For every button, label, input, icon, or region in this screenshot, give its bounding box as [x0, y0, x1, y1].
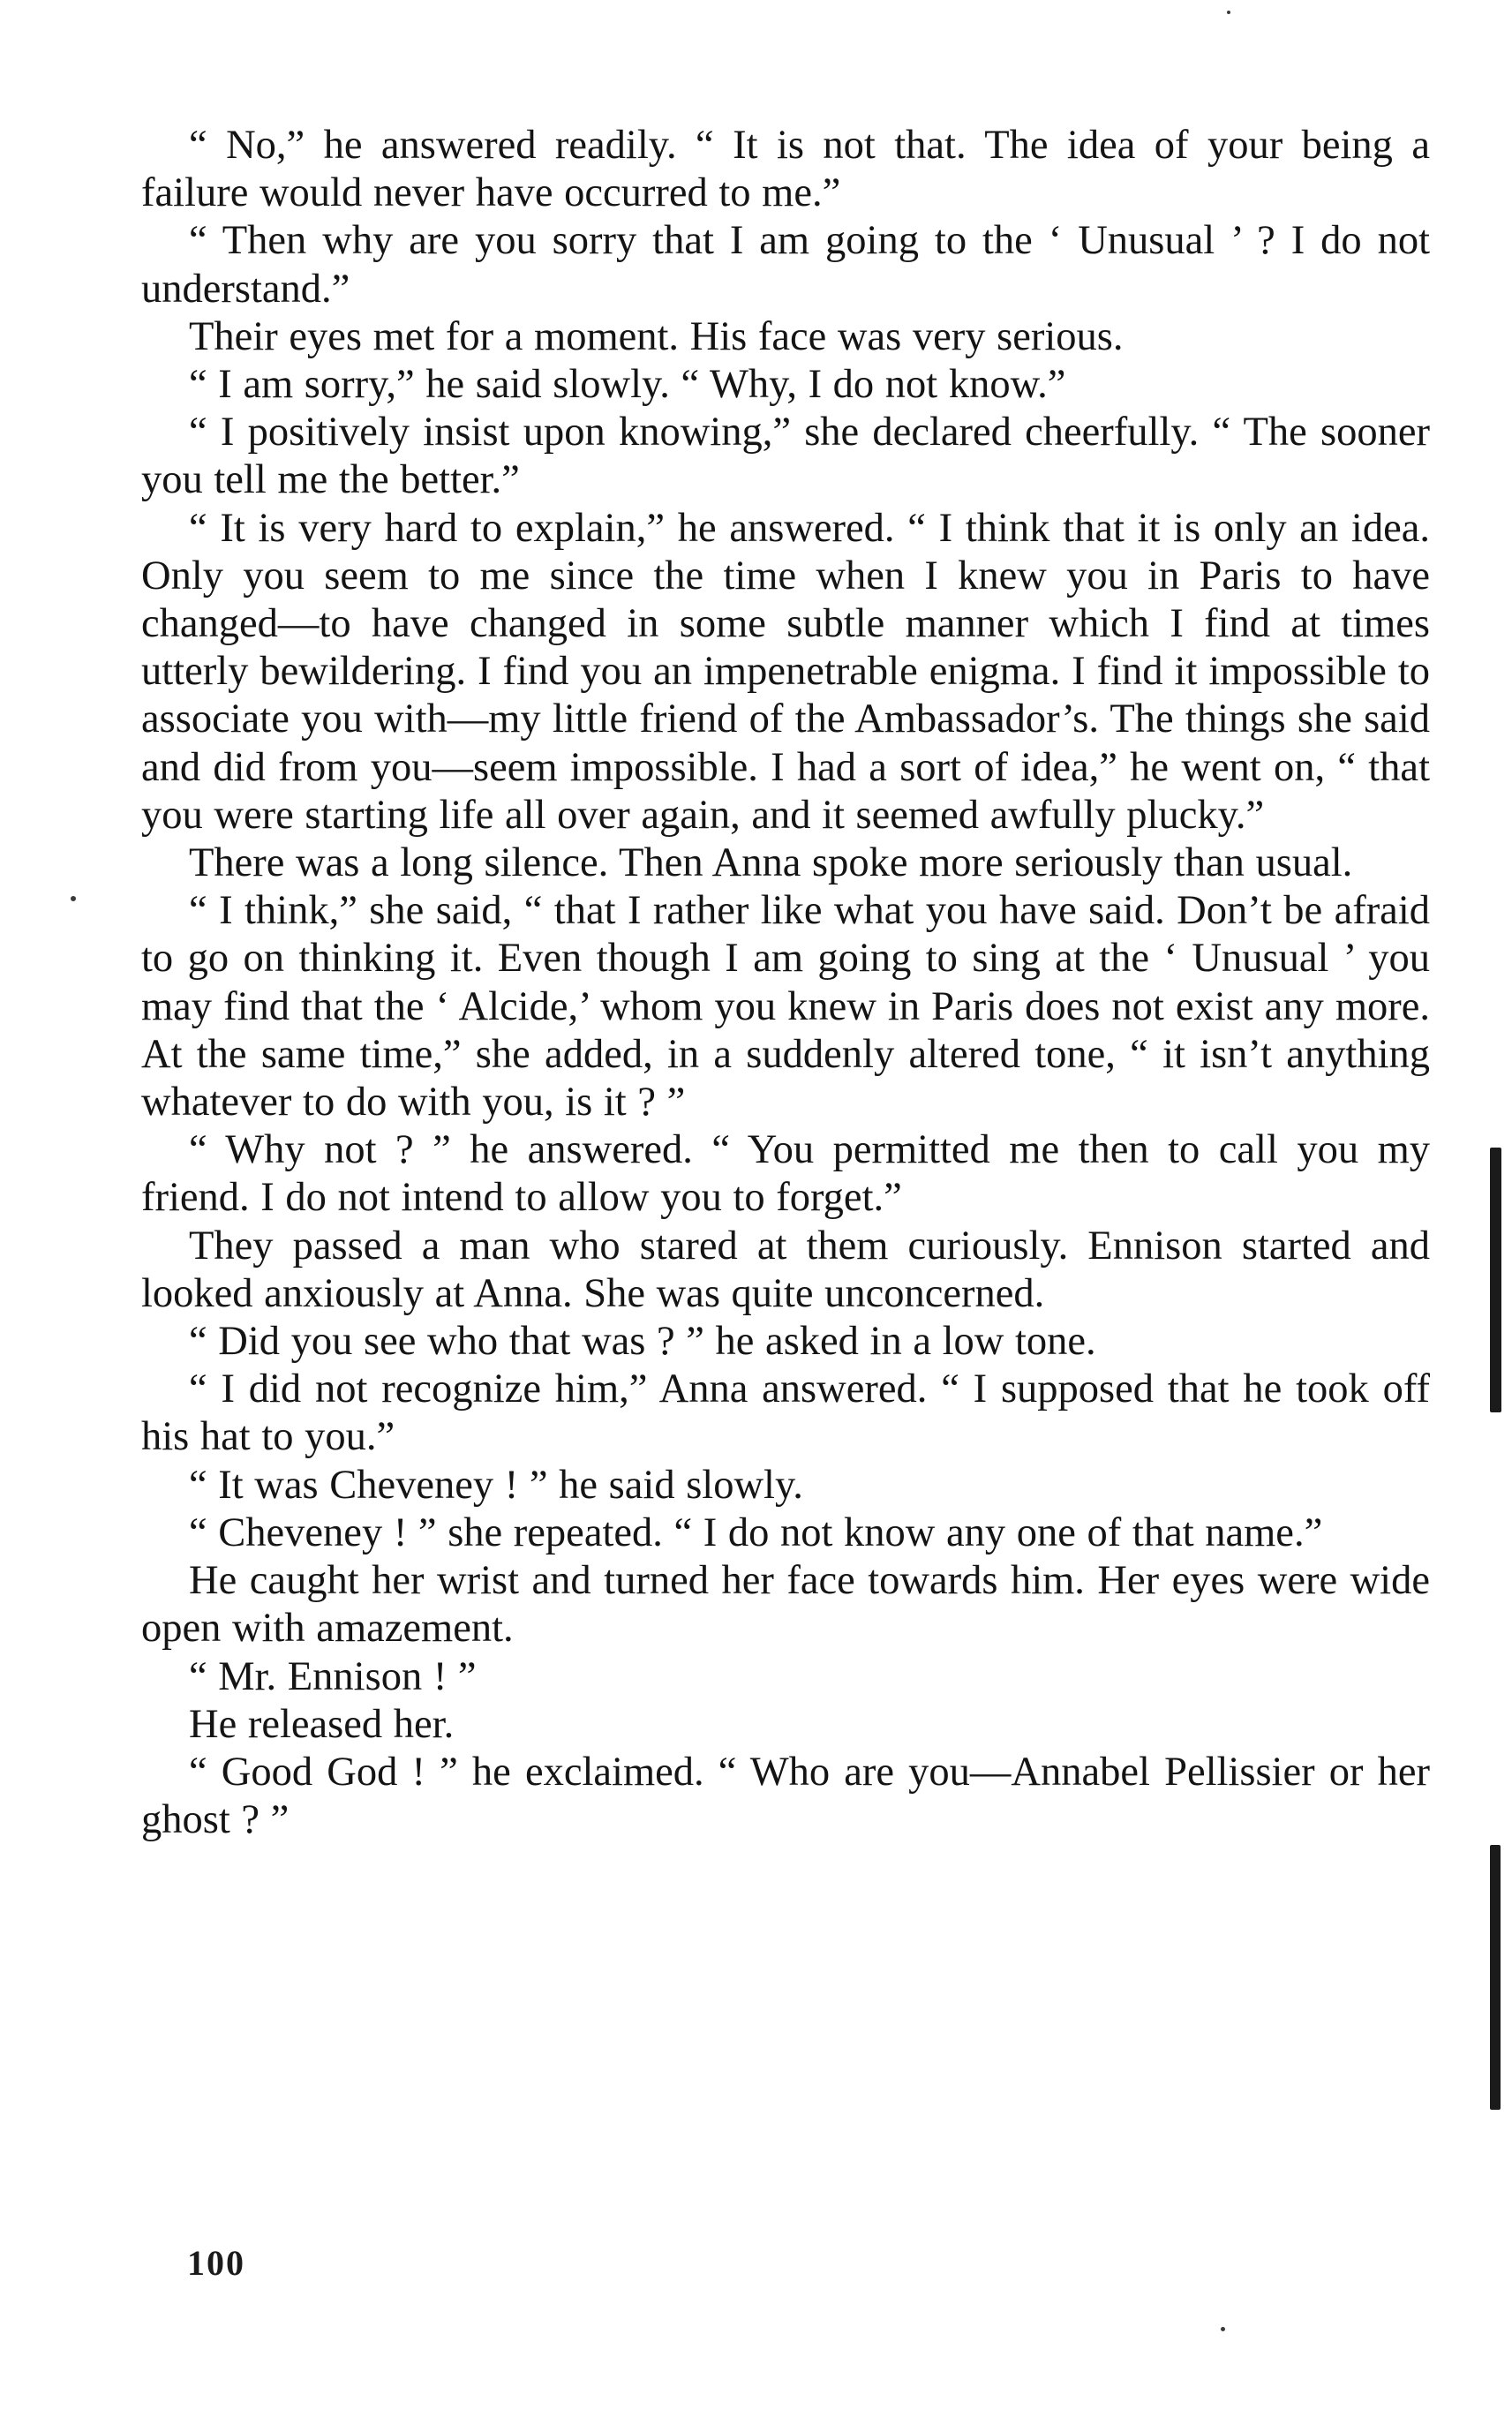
scan-edge-mark	[1490, 1148, 1501, 1412]
paragraph: They passed a man who stared at them curiously. Ennison started and looked anxiously at Anna. She was quite unconcerned.	[141, 1223, 1430, 1316]
page-text-block	[141, 122, 1430, 1844]
paragraph: “ I think,” she said, “ that I rather like what you have said. Don’t be afraid to go on thinking it. Even though I am going to sing at the ‘ Unusual ’ you may find that the ‘ Alcide,’ whom you knew in Paris does not exist any more. At the same time,” she added, in a suddenly altered tone, “ it isn’t anything whatever to do with you, is it ? ”	[141, 888, 1430, 1125]
paragraph: “ Why not ? ” he answered. “ You permitted me then to call you my friend. I do not intend to allow you to forget.”	[141, 1127, 1430, 1221]
paragraph: “ It was Cheveney ! ” he said slowly.	[189, 1462, 803, 1508]
paragraph: “ I am sorry,” he said slowly. “ Why, I do not know.”	[189, 362, 1066, 408]
scan-speck	[1227, 11, 1230, 14]
paragraph: “ Then why are you sorry that I am going to the ‘ Unusual ’ ? I do not understand.”	[141, 218, 1430, 312]
paragraph: “ Did you see who that was ? ” he asked in a low tone.	[189, 1319, 1096, 1365]
scan-speck	[71, 896, 76, 901]
paragraph: Their eyes met for a moment. His face was very serious.	[189, 313, 1124, 359]
scan-edge-mark	[1490, 1845, 1501, 2110]
paragraph: “ It is very hard to explain,” he answered. “ I think that it is only an idea. Only you seem to me since the time when I knew you in Paris to have changed—to have changed in some subtle manner which I find at times utterly bewildering. I find you an impenetrable enigma. I find it impossible to associate you with—my little friend of the Ambassador’s. The things she said and did from you—seem impossible. I had a sort of idea,” he went on, “ that you were starting life all over again, and it seemed awfully plucky.”	[141, 505, 1430, 838]
paragraph: “ Mr. Ennison ! ”	[189, 1653, 477, 1699]
paragraph: He released her.	[189, 1701, 455, 1747]
paragraph: “ Good God ! ” he exclaimed. “ Who are you—Annabel Pellissier or her ghost ? ”	[141, 1749, 1430, 1843]
page-number: 100	[187, 2243, 245, 2283]
scan-speck	[1221, 2327, 1225, 2331]
paragraph: There was a long silence. Then Anna spoke more seriously than usual.	[189, 840, 1353, 886]
paragraph: “ I did not recognize him,” Anna answered. “ I supposed that he took off his hat to you.”	[141, 1366, 1430, 1460]
paragraph: “ No,” he answered readily. “ It is not that. The idea of your being a failure would never have occurred to me.”	[141, 123, 1430, 216]
paragraph: “ I positively insist upon knowing,” she declared cheerfully. “ The sooner you tell me the better.”	[141, 410, 1430, 503]
paragraph: He caught her wrist and turned her face towards him. Her eyes were wide open with amazement.	[141, 1558, 1430, 1652]
paragraph: “ Cheveney ! ” she repeated. “ I do not know any one of that name.”	[189, 1509, 1323, 1555]
